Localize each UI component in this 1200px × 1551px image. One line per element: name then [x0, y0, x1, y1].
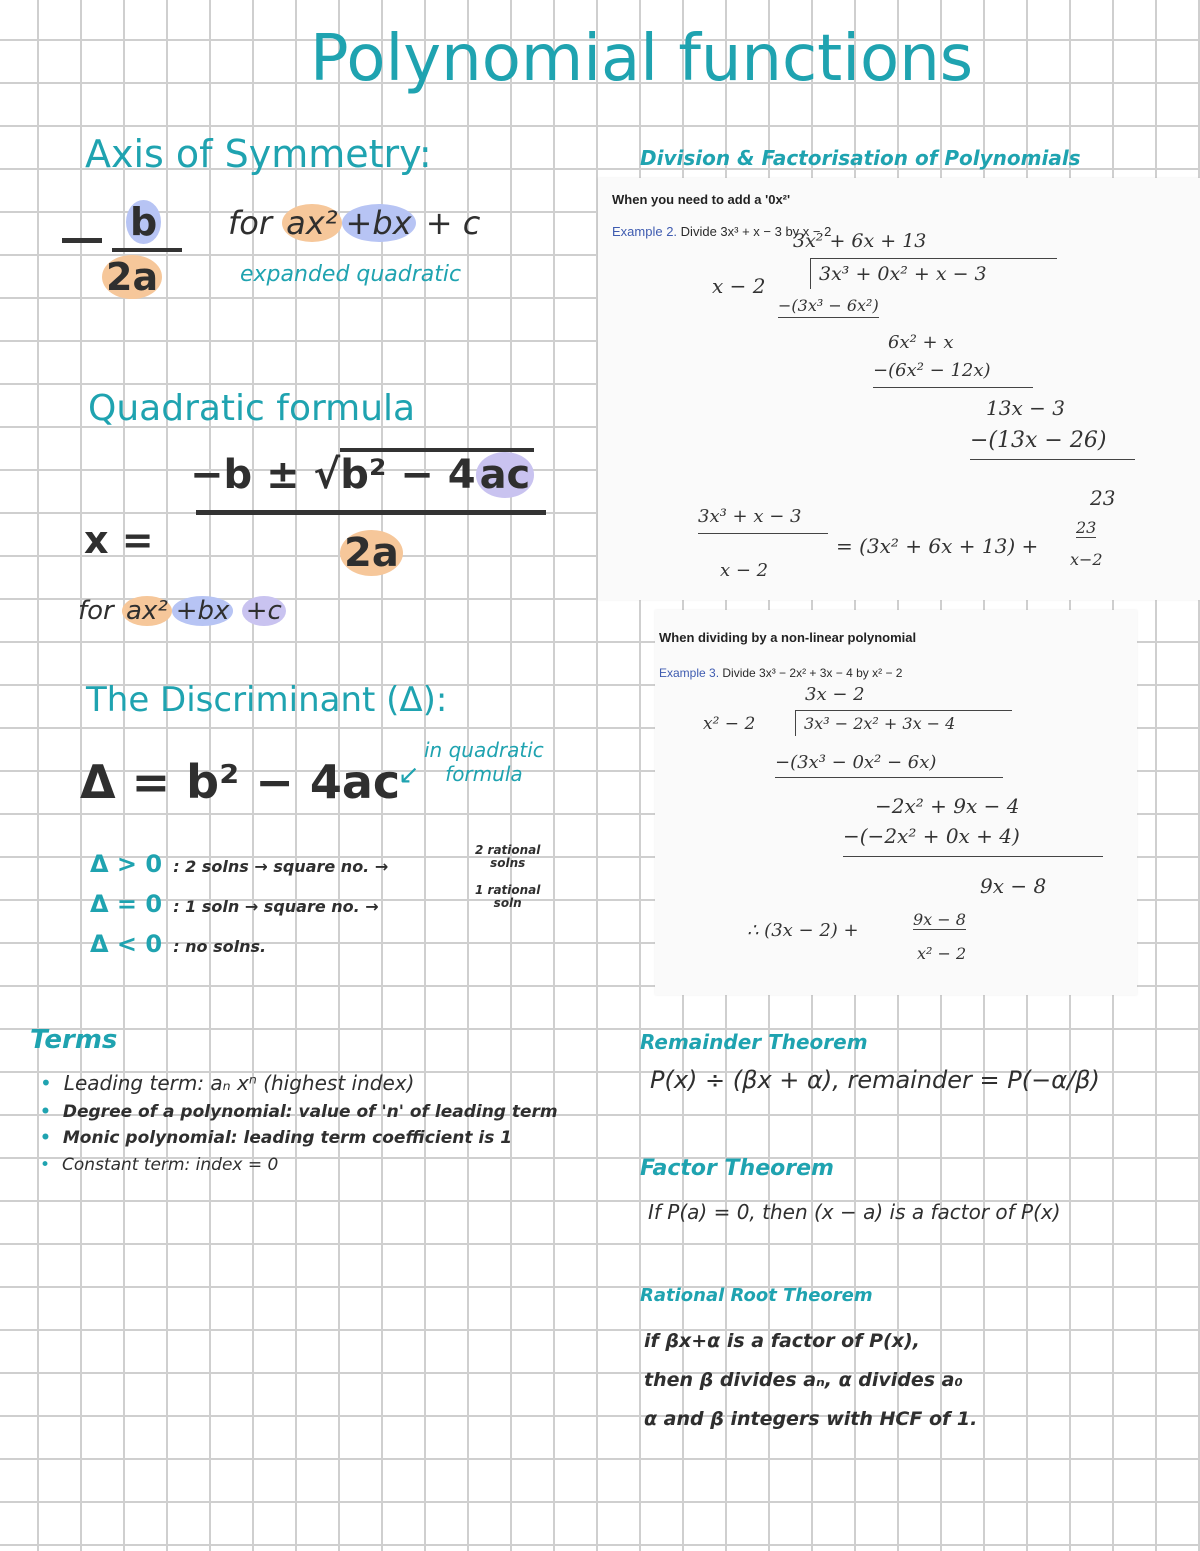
quad-denominator: 2a [340, 530, 403, 576]
result-denominator: x − 2 [720, 560, 769, 581]
minus-sign [62, 238, 102, 243]
remainder: 23 [1090, 486, 1116, 510]
result-rhs: = (3x² + 6x + 13) + [836, 534, 1039, 558]
list-item: • Monic polynomial: leading term coefficient is 1 [40, 1125, 600, 1151]
division-heading: Division & Factorisation of Polynomials [640, 146, 1081, 170]
card-example: Example 3. Divide 3x³ − 2x² + 3x − 4 by x² − 2 [659, 666, 903, 680]
disc-case-positive: Δ > 0 : 2 solns → square no. → 2 rational solns [90, 843, 541, 878]
disc-heading: The Discriminant (Δ): [86, 680, 448, 720]
rational-line: then β divides aₙ, α divides a₀ [644, 1368, 963, 1391]
quotient: 3x − 2 [805, 684, 865, 705]
remainder-text: P(x) ÷ (βx + α), remainder = P(−α/β) [650, 1066, 1100, 1094]
rational-line: α and β integers with HCF of 1. [644, 1407, 978, 1430]
result-frac-den: x−2 [1070, 550, 1103, 569]
arrow-icon: ↙ [398, 760, 420, 790]
divisor: x − 2 [712, 274, 766, 298]
step: 6x² + x [888, 332, 954, 353]
result-frac-num: 23 [1076, 518, 1097, 537]
divisor: x² − 2 [703, 714, 756, 734]
remainder-heading: Remainder Theorem [640, 1030, 868, 1054]
step: −(3x³ − 6x²) [778, 296, 879, 318]
card-example: Example 2. Divide 3x³ + x − 3 by x − 2 [612, 224, 832, 239]
rational-lines [644, 1322, 977, 1439]
disc-formula: Δ = b² − 4ac [80, 755, 401, 809]
remainder: 9x − 8 [980, 874, 1047, 898]
result-frac-num: 9x − 8 [913, 910, 966, 929]
step: −(13x − 26) [970, 428, 1135, 460]
step: −(3x³ − 0x² − 6x) [775, 752, 1003, 778]
axis-denominator: 2a [102, 255, 162, 299]
fraction-bar [112, 248, 182, 252]
card-caption: When dividing by a non-linear polynomial [659, 630, 917, 645]
disc-case-zero: Δ = 0 : 1 soln → square no. → 1 rational soln [90, 883, 541, 918]
quad-for-quadratic: for ax² +bx +c [78, 596, 286, 626]
factor-heading: Factor Theorem [640, 1156, 834, 1181]
rational-line: if βx+α is a factor of P(x), [644, 1330, 920, 1352]
step: −2x² + 9x − 4 [875, 794, 1020, 818]
rational-heading: Rational Root Theorem [640, 1285, 873, 1306]
dividend: 3x³ − 2x² + 3x − 4 [795, 710, 1012, 736]
result-frac-den: x² − 2 [917, 944, 967, 963]
quad-fraction-bar [196, 510, 546, 515]
step: 13x − 3 [986, 396, 1065, 420]
terms-heading: Terms [30, 1025, 118, 1055]
card-caption: When you need to add a '0x²' [612, 192, 791, 207]
axis-note: expanded quadratic [240, 262, 462, 287]
axis-for-quadratic: for ax² +bx + c [228, 204, 481, 242]
disc-cases [90, 843, 590, 970]
quotient: 3x² + 6x + 13 [793, 230, 927, 252]
factor-text: If P(a) = 0, then (x − a) is a factor of P(x) [648, 1200, 1061, 1224]
quad-heading: Quadratic formula [88, 388, 416, 429]
division-example-card [598, 178, 1200, 600]
result-numerator: 3x³ + x − 3 [698, 506, 828, 534]
quad-lhs: x = [84, 518, 154, 562]
step: −(−2x² + 0x + 4) [843, 824, 1103, 857]
list-item: • Constant term: index = 0 [40, 1152, 600, 1178]
dividend: 3x³ + 0x² + x − 3 [810, 258, 1057, 289]
list-item: • Leading term: aₙ xⁿ (highest index) [40, 1068, 600, 1099]
terms-list [40, 1068, 600, 1178]
axis-formula [62, 200, 192, 310]
division-example-card [655, 610, 1137, 995]
result: ∴ (3x − 2) + [747, 920, 859, 941]
quad-numerator: −b ± √b² − 4 ac [190, 452, 534, 498]
axis-numerator: b [126, 200, 161, 244]
disc-note: in quadratic formula [424, 738, 544, 786]
axis-heading: Axis of Symmetry: [85, 132, 432, 176]
step: −(6x² − 12x) [873, 360, 1033, 388]
disc-case-negative: Δ < 0 : no solns. [90, 930, 267, 958]
list-item: • Degree of a polynomial: value of 'n' of leading term [40, 1099, 600, 1125]
page-title: Polynomial functions [310, 22, 974, 96]
